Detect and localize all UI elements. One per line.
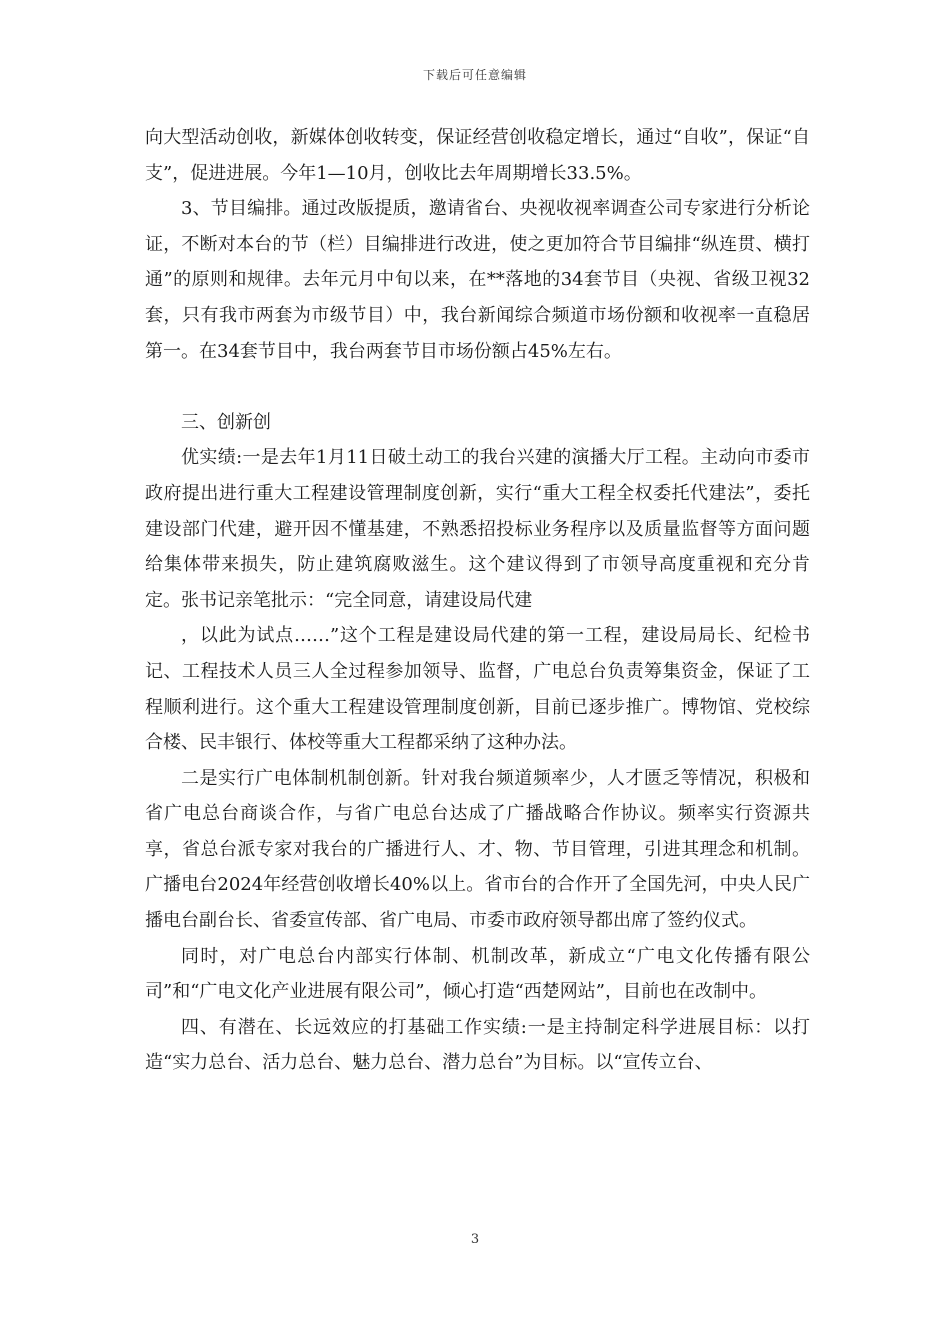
paragraph-internal-reform: 同时，对广电总台内部实行体制、机制改革，新成立“广电文化传播有限公司”和“广电文化产业进展有限公司”，倾心打造“西楚网站”，目前也在改制中。 [145,945,810,1003]
paragraph-studio-project: 优实绩:一是去年1月11日破土动工的我台兴建的演播大厅工程。主动向市委市政府提出进行重大工程建设管理制度创新，实行“重大工程全权委托代建法”，委托建设部门代建，避开因不懂基建，不熟悉招投标业务程序以及质量监督等方面问题给集体带来损失，防止建筑腐败滋生。这个建议得到了市领导高度重视和充分肯定。张书记亲笔批示：“完全同意，请建设局代建 [145,447,810,611]
paragraph-system-reform: 二是实行广电体制机制创新。针对我台频道频率少，人才匮乏等情况，积极和省广电总台商谈合作，与省广电总台达成了广播战略合作协议。频率实行资源共享，省总台派专家对我台的广播进行人、才、物、节目管理，引进其理念和机制。广播电台2024年经营创收增长40%以上。省市台的合作开了全国先河，中央人民广播电台副台长、省委宣传部、省广电局、市委市政府领导都出席了签约仪式。 [145,767,810,932]
document-body [145,120,810,1081]
paragraph-program-scheduling: 3、节目编排。通过改版提质，邀请省台、央视收视率调查公司专家进行分析论证，不断对本台的节（栏）目编排进行改进，使之更加符合节目编排“纵连贯、横打通”的原则和规律。去年元月中旬以来，在**落地的34套节目（央视、省级卫视32套，只有我市两套为市级节目）中，我台新闻综合频道市场份额和收视率一直稳居第一。在34套节目中，我台两套节目市场份额占45%左右。 [145,198,810,362]
header-note: 下载后可任意编辑 [422,68,527,82]
paragraph-pilot-project: ，以此为试点……”这个工程是建设局代建的第一工程，建设局局长、纪检书记、工程技术人员三人全过程参加领导、监督，广电总台负责筹集资金，保证了工程顺利进行。这个重大工程建设管理制度创新，目前已逐步推广。博物馆、党校综合楼、民丰银行、体校等重大工程都采纳了这种办法。 [145,625,810,754]
paragraph-spacer [145,369,810,405]
page-number: 3 [470,1232,480,1247]
section-heading-innovation: 三、创新创 [181,411,271,433]
paragraph-revenue-continuation: 向大型活动创收，新媒体创收转变，保证经营创收稳定增长，通过“自收”，保证“自支”，促进进展。今年1—10月，创收比去年周期增长33.5%。 [145,127,810,184]
paragraph-foundation-work: 四、有潜在、长远效应的打基础工作实绩:一是主持制定科学进展目标：以打造“实力总台、活力总台、魅力总台、潜力总台”为目标。以“宣传立台、 [145,1016,810,1074]
